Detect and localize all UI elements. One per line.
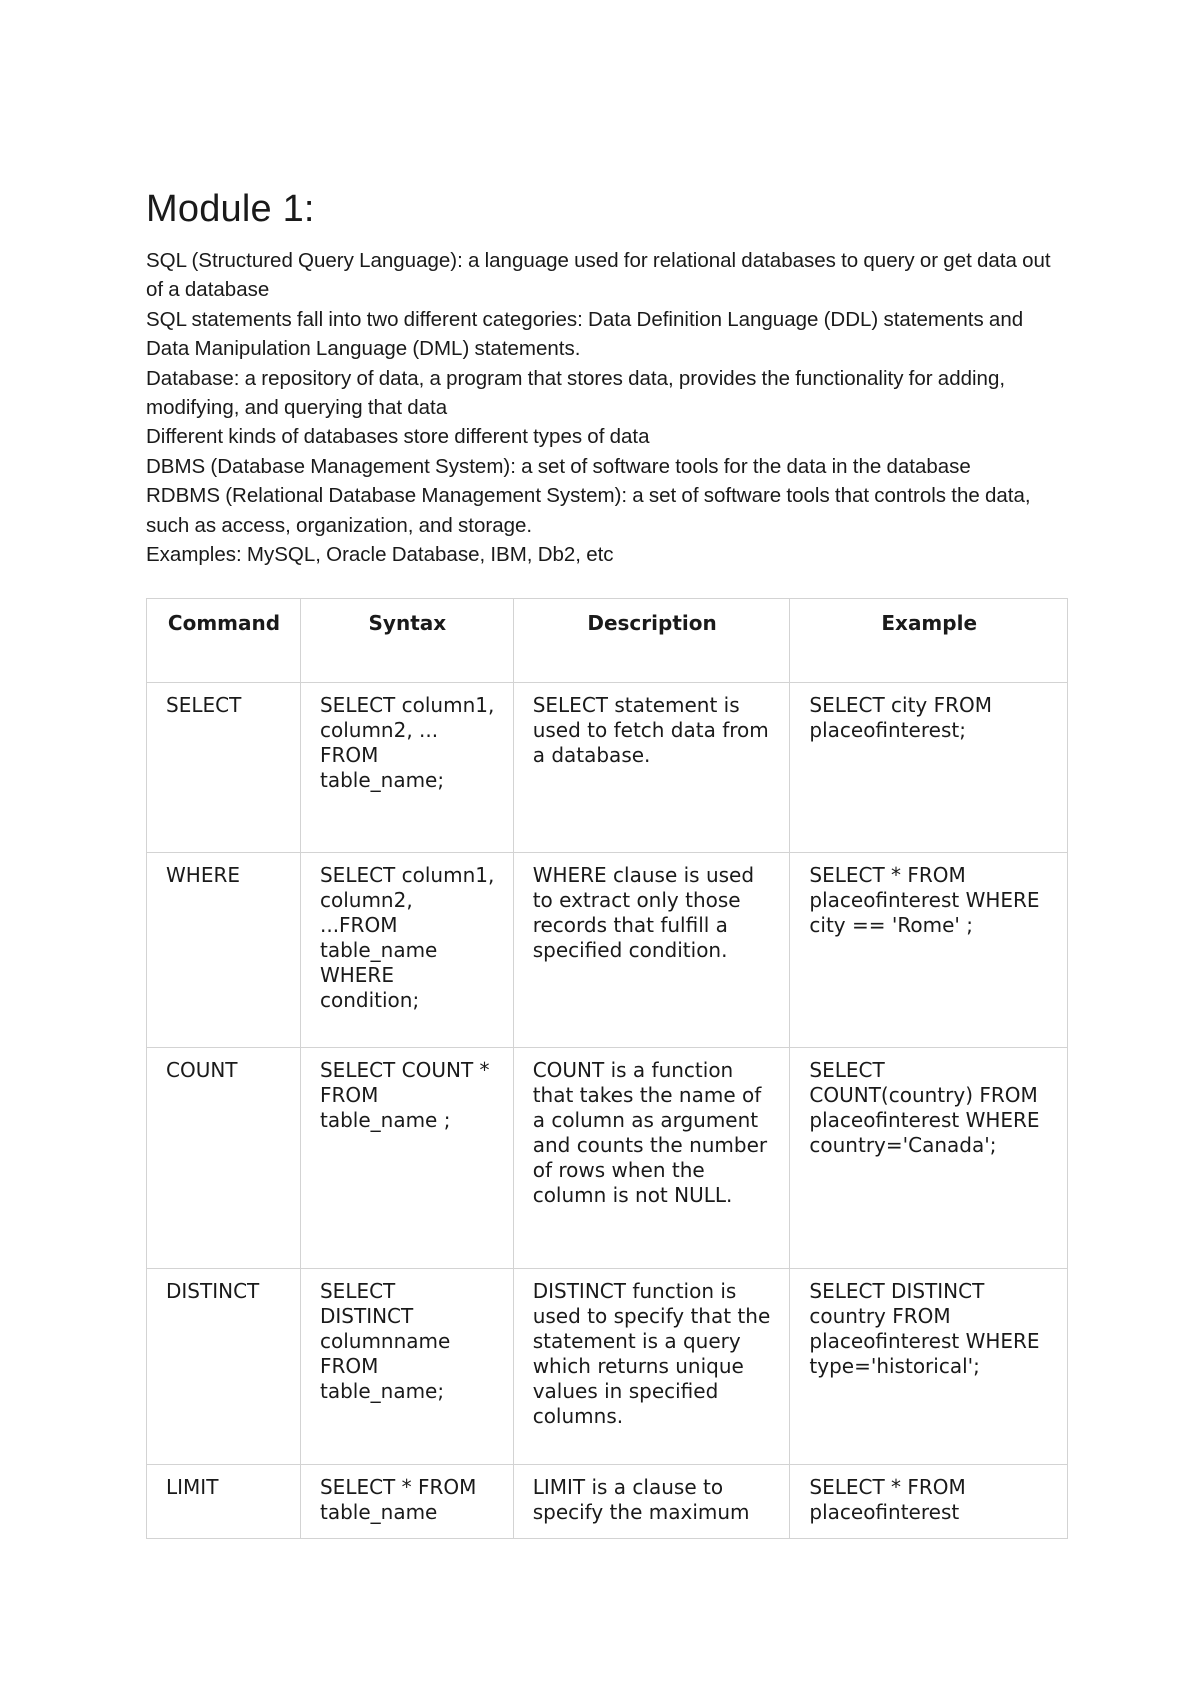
document-body xyxy=(146,186,1068,569)
paragraph-sql-categories: SQL statements fall into two different categories: Data Definition Language (DDL) statements and Data Manipulation Language (DML) statements. xyxy=(146,307,1024,361)
cell-command: LIMIT xyxy=(147,1465,301,1539)
cell-command: COUNT xyxy=(147,1048,301,1269)
cell-description: COUNT is a function that takes the name of a column as argument and counts the number of rows when the column is not NULL. xyxy=(513,1048,790,1269)
cell-command: WHERE xyxy=(147,853,301,1048)
paragraph-sql-definition: SQL (Structured Query Language): a language used for relational databases to query or get data out of a database xyxy=(146,249,1051,302)
paragraph-rdbms-definition: RDBMS (Relational Database Management System): a set of software tools that controls the data, such as access, organization, and storage. xyxy=(146,484,1031,537)
paragraph-examples: Examples: MySQL, Oracle Database, IBM, Db2, etc xyxy=(146,543,614,567)
cell-description: SELECT statement is used to fetch data from a database. xyxy=(513,683,790,853)
cell-syntax: SELECT * FROM table_name xyxy=(300,1465,513,1539)
table-row xyxy=(147,1465,1068,1539)
cell-example: SELECT * FROM placeofinterest xyxy=(790,1465,1068,1539)
cell-example: SELECT DISTINCT country FROM placeofinterest WHERE type='historical'; xyxy=(790,1269,1068,1465)
cell-command: SELECT xyxy=(147,683,301,853)
paragraph-dbms-definition: DBMS (Database Management System): a set of software tools for the data in the database xyxy=(146,454,971,478)
cell-description: WHERE clause is used to extract only those records that fulfill a specified condition. xyxy=(513,853,790,1048)
cell-syntax: SELECT column1, column2, ... FROM table_name; xyxy=(300,683,513,853)
table-row xyxy=(147,1269,1068,1465)
cell-syntax: SELECT COUNT * FROM table_name ; xyxy=(300,1048,513,1269)
header-example: Example xyxy=(790,599,1068,683)
cell-example: SELECT * FROM placeofinterest WHERE city == 'Rome' ; xyxy=(790,853,1068,1048)
header-command: Command xyxy=(147,599,301,683)
table-header-row xyxy=(147,599,1068,683)
page-title: Module 1: xyxy=(146,188,315,230)
header-syntax: Syntax xyxy=(300,599,513,683)
cell-syntax: SELECT column1, column2, ...FROM table_name WHERE condition; xyxy=(300,853,513,1048)
paragraph-database-definition: Database: a repository of data, a program that stores data, provides the functionality for adding, modifying, and querying that data xyxy=(146,366,1006,420)
cell-example: SELECT COUNT(country) FROM placeofinterest WHERE country='Canada'; xyxy=(790,1048,1068,1269)
header-description: Description xyxy=(513,599,790,683)
cell-description: DISTINCT function is used to specify that the statement is a query which returns unique values in specified columns. xyxy=(513,1269,790,1465)
table-row xyxy=(147,853,1068,1048)
table-row xyxy=(147,1048,1068,1269)
cell-description: LIMIT is a clause to specify the maximum xyxy=(513,1465,790,1539)
cell-syntax: SELECT DISTINCT columnname FROM table_name; xyxy=(300,1269,513,1465)
table-row xyxy=(147,683,1068,853)
paragraph-database-kinds: Different kinds of databases store different types of data xyxy=(146,425,650,449)
cell-command: DISTINCT xyxy=(147,1269,301,1465)
sql-commands-table xyxy=(146,598,1068,1539)
cell-example: SELECT city FROM placeofinterest; xyxy=(790,683,1068,853)
